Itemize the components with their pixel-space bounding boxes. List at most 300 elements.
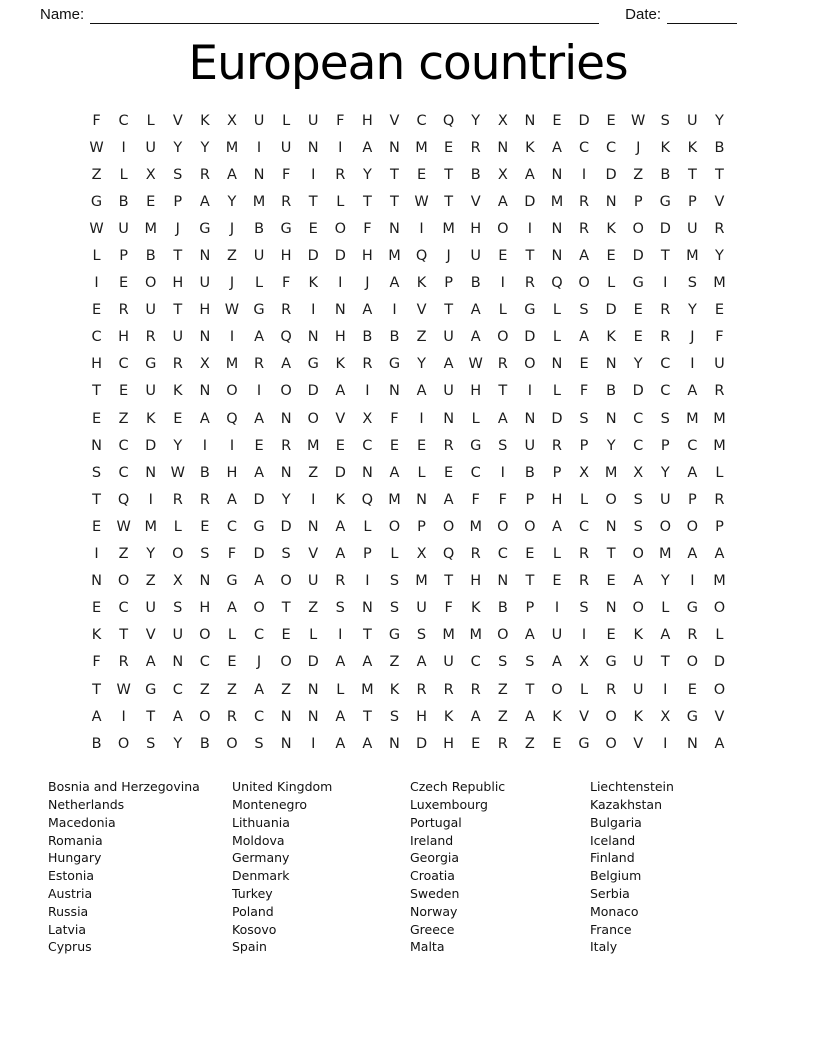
grid-letter: N bbox=[145, 464, 157, 481]
grid-letter: M bbox=[713, 275, 726, 292]
grid-letter: A bbox=[254, 464, 264, 481]
grid-letter: O bbox=[253, 600, 265, 617]
grid-letter: X bbox=[199, 356, 210, 373]
grid-letter: R bbox=[118, 302, 129, 319]
grid-letter: Z bbox=[145, 573, 156, 590]
grid-letter: U bbox=[416, 600, 427, 617]
grid-letter: F bbox=[444, 600, 453, 617]
grid-letter: E bbox=[606, 248, 616, 265]
grid-letter: P bbox=[173, 193, 183, 210]
word-list-item: Finland bbox=[590, 850, 635, 866]
grid-letter: X bbox=[145, 166, 156, 183]
word-list-item: Denmark bbox=[232, 868, 290, 884]
grid-letter: M bbox=[713, 410, 726, 427]
grid-letter: K bbox=[443, 708, 454, 725]
grid-letter: I bbox=[94, 275, 99, 292]
grid-letter: M bbox=[442, 220, 455, 237]
grid-letter: S bbox=[389, 708, 400, 725]
word-list-item: United Kingdom bbox=[232, 779, 333, 795]
grid-letter: T bbox=[390, 166, 399, 183]
grid-letter: Y bbox=[173, 735, 183, 752]
grid-letter: E bbox=[525, 546, 535, 563]
grid-letter: J bbox=[229, 220, 235, 237]
word-list-column bbox=[48, 778, 232, 956]
grid-letter: T bbox=[660, 654, 670, 671]
word-list-item: Hungary bbox=[48, 850, 102, 866]
grid-letter: H bbox=[199, 302, 211, 319]
grid-letter: O bbox=[497, 627, 509, 644]
grid-letter: Q bbox=[415, 248, 428, 265]
grid-letter: F bbox=[281, 166, 291, 183]
grid-letter: W bbox=[116, 518, 131, 535]
grid-letter: M bbox=[361, 681, 374, 698]
grid-letter: C bbox=[633, 410, 644, 427]
grid-letter: D bbox=[415, 735, 428, 752]
grid-letter: E bbox=[91, 410, 102, 427]
grid-letter: L bbox=[471, 410, 480, 427]
grid-letter: E bbox=[335, 437, 345, 454]
word-list-item: Kosovo bbox=[232, 921, 277, 937]
grid-letter: N bbox=[307, 139, 319, 156]
header-name-date-row bbox=[0, 0, 816, 24]
grid-letter: D bbox=[280, 518, 292, 535]
grid-letter: E bbox=[91, 302, 102, 319]
grid-letter: I bbox=[256, 383, 262, 400]
grid-letter: W bbox=[414, 193, 429, 210]
grid-letter: E bbox=[633, 329, 643, 346]
grid-letter: K bbox=[335, 491, 346, 508]
grid-letter: E bbox=[416, 437, 427, 454]
grid-letter: Z bbox=[497, 708, 508, 725]
grid-letter: N bbox=[605, 356, 617, 373]
grid-letter: U bbox=[687, 220, 698, 237]
grid-letter: C bbox=[118, 112, 129, 129]
grid-letter: T bbox=[281, 600, 291, 617]
grid-letter: A bbox=[389, 464, 400, 481]
grid-letter: A bbox=[362, 654, 373, 671]
grid-letter: S bbox=[633, 491, 643, 508]
grid-letter: Y bbox=[715, 112, 724, 129]
grid-letter: Z bbox=[389, 654, 400, 671]
grid-letter: N bbox=[551, 166, 563, 183]
grid-letter: I bbox=[338, 139, 343, 156]
grid-letter: G bbox=[90, 193, 103, 210]
grid-letter: Q bbox=[226, 410, 238, 427]
grid-letter: S bbox=[579, 302, 589, 319]
grid-letter: K bbox=[389, 681, 400, 698]
grid-letter: W bbox=[89, 220, 104, 237]
grid-letter: M bbox=[550, 193, 564, 210]
grid-letter: O bbox=[117, 735, 130, 752]
grid-letter: Y bbox=[200, 139, 210, 156]
grid-letter: G bbox=[226, 573, 238, 590]
grid-letter: P bbox=[579, 437, 589, 454]
word-list-item: Portugal bbox=[410, 814, 462, 830]
grid-letter: N bbox=[91, 573, 102, 590]
grid-letter: G bbox=[280, 220, 292, 237]
grid-letter: L bbox=[661, 600, 670, 617]
grid-letter: E bbox=[308, 220, 318, 237]
grid-letter: E bbox=[416, 166, 427, 183]
grid-letter: N bbox=[280, 410, 292, 427]
word-list-item: Monaco bbox=[590, 903, 639, 919]
word-list-item: Germany bbox=[232, 850, 290, 866]
grid-letter: O bbox=[632, 220, 644, 237]
grid-letter: N bbox=[605, 518, 617, 535]
grid-letter: Q bbox=[442, 112, 455, 129]
grid-letter: F bbox=[92, 112, 101, 129]
grid-letter: Z bbox=[226, 248, 237, 265]
grid-letter: S bbox=[389, 573, 400, 590]
grid-letter: P bbox=[687, 491, 697, 508]
grid-letter: O bbox=[524, 518, 536, 535]
grid-letter: C bbox=[497, 546, 508, 563]
grid-letter: J bbox=[256, 654, 262, 671]
word-list-column bbox=[410, 778, 590, 956]
grid-letter: U bbox=[470, 248, 482, 265]
grid-letter: G bbox=[632, 275, 644, 292]
grid-letter: U bbox=[659, 491, 671, 508]
grid-letter: N bbox=[443, 410, 455, 427]
grid-letter: R bbox=[199, 491, 210, 508]
grid-letter: O bbox=[388, 518, 401, 535]
word-list-item: Bosnia and Herzegovina bbox=[48, 779, 200, 795]
grid-letter: S bbox=[525, 654, 535, 671]
grid-letter: A bbox=[362, 735, 373, 752]
grid-letter: H bbox=[470, 220, 482, 237]
grid-letter: S bbox=[173, 166, 183, 183]
grid-letter: G bbox=[578, 735, 590, 752]
grid-letter: B bbox=[199, 464, 210, 481]
grid-letter: I bbox=[663, 681, 668, 698]
grid-letter: U bbox=[524, 437, 536, 454]
grid-letter: W bbox=[89, 139, 104, 156]
word-list-item: Cyprus bbox=[48, 939, 92, 955]
grid-letter: N bbox=[551, 220, 563, 237]
grid-letter: N bbox=[361, 464, 373, 481]
grid-letter: F bbox=[281, 275, 291, 292]
grid-letter: O bbox=[280, 383, 292, 400]
grid-letter: X bbox=[226, 112, 237, 129]
grid-letter: E bbox=[579, 356, 589, 373]
grid-letter: U bbox=[307, 112, 319, 129]
grid-letter: T bbox=[444, 302, 454, 319]
grid-letter: O bbox=[199, 708, 211, 725]
grid-letter: T bbox=[525, 681, 535, 698]
grid-letter: D bbox=[551, 410, 563, 427]
grid-letter: A bbox=[660, 627, 671, 644]
grid-letter: O bbox=[713, 600, 726, 617]
grid-letter: P bbox=[525, 491, 535, 508]
grid-letter: G bbox=[199, 220, 211, 237]
grid-letter: O bbox=[497, 220, 509, 237]
grid-letter: I bbox=[500, 464, 505, 481]
grid-letter: H bbox=[226, 464, 238, 481]
grid-letter: N bbox=[389, 735, 400, 752]
grid-letter: V bbox=[145, 627, 156, 644]
grid-letter: M bbox=[659, 546, 672, 563]
grid-letter: C bbox=[578, 518, 590, 535]
grid-letter: A bbox=[335, 735, 346, 752]
grid-letter: C bbox=[118, 464, 129, 481]
grid-letter: N bbox=[199, 248, 211, 265]
grid-letter: V bbox=[714, 708, 725, 725]
grid-letter: I bbox=[392, 302, 397, 319]
grid-letter: I bbox=[500, 275, 505, 292]
grid-letter: D bbox=[145, 437, 157, 454]
grid-letter: H bbox=[172, 275, 184, 292]
grid-letter: C bbox=[606, 139, 617, 156]
grid-letter: V bbox=[335, 410, 346, 427]
grid-letter: I bbox=[527, 220, 532, 237]
grid-letter: Y bbox=[362, 166, 372, 183]
word-list-item: Luxembourg bbox=[410, 797, 488, 813]
grid-letter: W bbox=[468, 356, 483, 373]
grid-letter: G bbox=[605, 654, 617, 671]
grid-letter: N bbox=[199, 329, 211, 346]
grid-letter: K bbox=[687, 139, 698, 156]
grid-letter: T bbox=[390, 193, 399, 210]
grid-letter: R bbox=[579, 573, 590, 590]
grid-letter: N bbox=[605, 410, 617, 427]
grid-letter: A bbox=[687, 383, 698, 400]
grid-letter: T bbox=[715, 166, 724, 183]
grid-letter: T bbox=[525, 573, 535, 590]
grid-letter: E bbox=[606, 627, 616, 644]
grid-letter: B bbox=[389, 329, 400, 346]
grid-letter: M bbox=[225, 139, 239, 156]
grid-letter: U bbox=[145, 302, 157, 319]
grid-letter: A bbox=[254, 573, 264, 590]
grid-letter: O bbox=[144, 275, 157, 292]
grid-letter: A bbox=[226, 491, 237, 508]
grid-letter: A bbox=[335, 708, 346, 725]
grid-letter: Z bbox=[308, 600, 319, 617]
grid-letter: F bbox=[498, 491, 507, 508]
grid-letter: A bbox=[362, 139, 373, 156]
grid-letter: A bbox=[579, 329, 589, 346]
grid-letter: L bbox=[363, 518, 372, 535]
grid-letter: R bbox=[443, 681, 454, 698]
grid-letter: O bbox=[172, 546, 184, 563]
word-list-item: Latvia bbox=[48, 921, 87, 937]
grid-letter: R bbox=[660, 329, 671, 346]
word-list-item: Czech Republic bbox=[410, 779, 506, 795]
grid-letter: A bbox=[254, 681, 264, 698]
grid-letter: D bbox=[632, 248, 644, 265]
word-list-column bbox=[590, 778, 674, 956]
grid-letter: I bbox=[365, 383, 370, 400]
grid-letter: B bbox=[497, 600, 508, 617]
grid-letter: T bbox=[92, 681, 101, 698]
grid-letter: H bbox=[118, 329, 130, 346]
grid-letter: N bbox=[307, 329, 319, 346]
grid-letter: U bbox=[632, 681, 644, 698]
grid-letter: R bbox=[660, 302, 671, 319]
grid-letter: M bbox=[252, 193, 266, 210]
grid-letter: T bbox=[119, 627, 129, 644]
grid-letter: I bbox=[148, 491, 153, 508]
grid-letter: H bbox=[199, 600, 211, 617]
grid-letter: I bbox=[663, 735, 668, 752]
grid-letter: J bbox=[229, 275, 235, 292]
grid-letter: O bbox=[578, 275, 590, 292]
grid-letter: T bbox=[92, 491, 101, 508]
grid-letter: O bbox=[686, 654, 699, 671]
word-list-item: Macedonia bbox=[48, 814, 116, 830]
grid-letter: X bbox=[579, 464, 589, 481]
grid-letter: I bbox=[311, 491, 316, 508]
grid-letter: L bbox=[552, 546, 561, 563]
grid-letter: R bbox=[281, 193, 292, 210]
grid-letter: P bbox=[660, 437, 670, 454]
grid-letter: K bbox=[335, 356, 346, 373]
grid-letter: J bbox=[690, 329, 695, 346]
grid-letter: O bbox=[199, 627, 211, 644]
grid-letter: B bbox=[362, 329, 373, 346]
grid-letter: N bbox=[280, 464, 292, 481]
grid-letter: P bbox=[525, 600, 535, 617]
grid-letter: C bbox=[172, 681, 183, 698]
grid-letter: I bbox=[256, 139, 262, 156]
grid-letter: F bbox=[363, 220, 372, 237]
grid-letter: O bbox=[632, 600, 644, 617]
grid-letter: A bbox=[524, 627, 535, 644]
grid-letter: I bbox=[419, 220, 424, 237]
grid-letter: R bbox=[226, 708, 237, 725]
grid-letter: C bbox=[470, 464, 481, 481]
grid-letter: J bbox=[446, 248, 451, 265]
grid-letter: L bbox=[146, 112, 155, 129]
grid-letter: Y bbox=[146, 546, 156, 563]
grid-letter: I bbox=[202, 437, 207, 454]
grid-letter: T bbox=[444, 193, 454, 210]
grid-letter: U bbox=[253, 248, 265, 265]
grid-letter: M bbox=[388, 248, 401, 265]
date-blank-line bbox=[667, 8, 737, 24]
grid-letter: T bbox=[362, 193, 372, 210]
grid-letter: X bbox=[416, 546, 427, 563]
grid-letter: G bbox=[145, 356, 157, 373]
grid-letter: I bbox=[690, 573, 695, 590]
grid-letter: L bbox=[607, 275, 616, 292]
word-list-item: Greece bbox=[410, 921, 455, 937]
grid-letter: O bbox=[442, 518, 455, 535]
grid-letter: M bbox=[144, 518, 157, 535]
grid-letter: T bbox=[362, 708, 372, 725]
grid-letter: Y bbox=[281, 491, 291, 508]
grid-letter: V bbox=[714, 193, 725, 210]
grid-letter: C bbox=[91, 329, 102, 346]
grid-letter: T bbox=[444, 573, 454, 590]
grid-letter: L bbox=[254, 275, 264, 292]
grid-letter: S bbox=[200, 546, 210, 563]
grid-letter: D bbox=[659, 220, 671, 237]
grid-letter: I bbox=[311, 166, 316, 183]
grid-letter: R bbox=[335, 573, 346, 590]
grid-letter: R bbox=[497, 356, 508, 373]
grid-letter: S bbox=[389, 600, 400, 617]
grid-letter: L bbox=[282, 112, 291, 129]
grid-letter: A bbox=[687, 464, 698, 481]
grid-letter: B bbox=[606, 383, 617, 400]
grid-letter: C bbox=[253, 627, 265, 644]
grid-letter: L bbox=[579, 681, 589, 698]
grid-letter: N bbox=[334, 302, 346, 319]
word-list-item: Norway bbox=[410, 903, 458, 919]
grid-letter: W bbox=[224, 302, 240, 319]
grid-letter: N bbox=[307, 681, 319, 698]
grid-letter: B bbox=[199, 735, 210, 752]
grid-letter: M bbox=[469, 518, 482, 535]
grid-letter: R bbox=[470, 139, 481, 156]
word-list-item: Montenegro bbox=[232, 797, 308, 813]
grid-letter: H bbox=[361, 112, 373, 129]
grid-letter: O bbox=[307, 410, 319, 427]
word-list-item: Malta bbox=[410, 939, 445, 955]
grid-letter: A bbox=[551, 518, 562, 535]
grid-letter: A bbox=[470, 329, 481, 346]
grid-letter: I bbox=[581, 166, 587, 183]
grid-letter: Z bbox=[118, 546, 129, 563]
grid-letter: Y bbox=[660, 464, 670, 481]
grid-letter: I bbox=[338, 627, 343, 644]
grid-letter: A bbox=[470, 708, 481, 725]
grid-letter: X bbox=[172, 573, 183, 590]
grid-letter: L bbox=[390, 546, 399, 563]
grid-letter: A bbox=[579, 248, 589, 265]
grid-letter: E bbox=[444, 139, 454, 156]
grid-letter: C bbox=[470, 654, 481, 671]
grid-letter: D bbox=[307, 248, 319, 265]
grid-letter: G bbox=[253, 518, 265, 535]
grid-letter: T bbox=[444, 166, 454, 183]
grid-letter: L bbox=[552, 383, 561, 400]
grid-letter: M bbox=[306, 437, 320, 454]
grid-letter: A bbox=[633, 573, 644, 590]
grid-letter: Z bbox=[199, 681, 210, 698]
grid-letter: E bbox=[606, 112, 616, 129]
grid-letter: Y bbox=[715, 248, 724, 265]
grid-letter: N bbox=[524, 410, 536, 427]
grid-letter: M bbox=[713, 573, 726, 590]
grid-letter: S bbox=[660, 410, 670, 427]
grid-letter: O bbox=[551, 681, 563, 698]
grid-letter: B bbox=[660, 166, 671, 183]
grid-letter: I bbox=[663, 275, 668, 292]
grid-letter: W bbox=[116, 681, 131, 698]
grid-letter: H bbox=[91, 356, 102, 373]
grid-letter: Y bbox=[173, 437, 183, 454]
grid-letter: S bbox=[173, 600, 183, 617]
grid-letter: S bbox=[498, 437, 508, 454]
grid-letter: C bbox=[253, 708, 265, 725]
grid-letter: N bbox=[253, 166, 265, 183]
grid-letter: A bbox=[335, 383, 346, 400]
grid-letter: A bbox=[254, 410, 264, 427]
grid-letter: T bbox=[498, 383, 508, 400]
grid-letter: P bbox=[362, 546, 372, 563]
grid-letter: E bbox=[91, 518, 102, 535]
word-list-item: Liechtenstein bbox=[590, 779, 674, 795]
grid-letter: E bbox=[714, 302, 725, 319]
grid-letter: C bbox=[660, 356, 671, 373]
grid-letter: M bbox=[713, 437, 726, 454]
grid-letter: L bbox=[417, 464, 426, 481]
grid-letter: N bbox=[551, 356, 563, 373]
grid-letter: R bbox=[579, 193, 590, 210]
grid-letter: E bbox=[552, 735, 562, 752]
